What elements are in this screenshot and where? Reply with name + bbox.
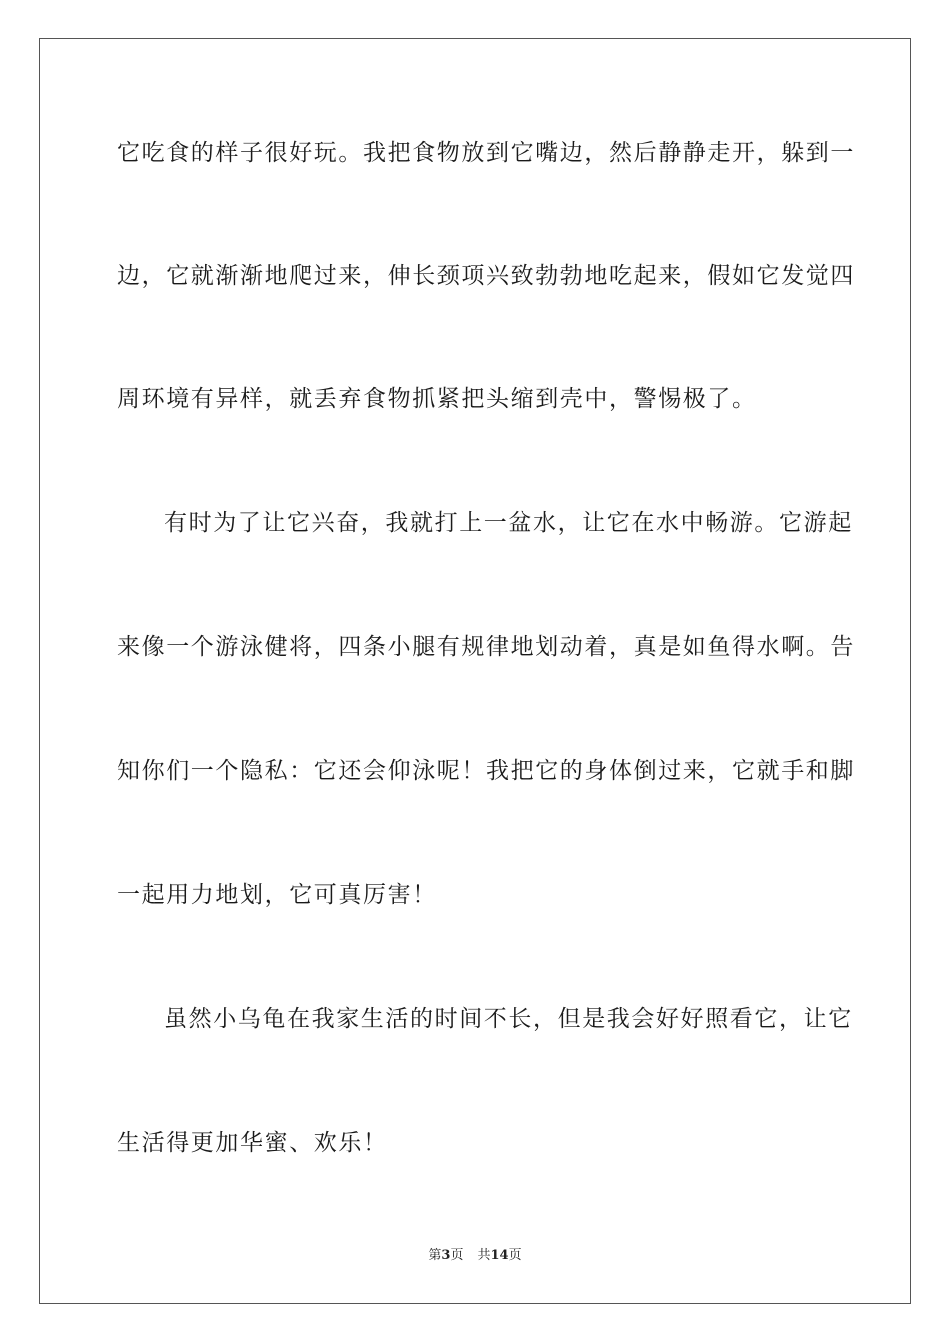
page-footer: [0, 1247, 950, 1265]
text-line-8: 虽然小乌龟在我家生活的时间不长，但是我会好好照看它，让它: [164, 1006, 853, 1032]
footer-total-prefix: 共: [477, 1248, 491, 1263]
footer-page-prefix: 第: [428, 1248, 442, 1263]
text-line-6: 知你们一个隐私：它还会仰泳呢！我把它的身体倒过来，它就手和脚: [117, 758, 855, 784]
text-line-9: 生活得更加华蜜、欢乐！: [117, 1130, 388, 1156]
text-line-1: 它吃食的样子很好玩。我把食物放到它嘴边，然后静静走开，躲到一: [117, 140, 855, 166]
text-line-4: 有时为了让它兴奋，我就打上一盆水，让它在水中畅游。它游起: [164, 510, 853, 536]
page-border: [39, 38, 911, 1304]
footer-total-pages: 14: [490, 1248, 509, 1263]
footer-page-suffix: 页: [450, 1248, 464, 1263]
text-line-7: 一起用力地划，它可真厉害！: [117, 882, 437, 908]
footer-total-suffix: 页: [508, 1248, 522, 1263]
footer-page-number: 3: [441, 1248, 451, 1263]
text-line-2: 边，它就渐渐地爬过来，伸长颈项兴致勃勃地吃起来，假如它发觉四: [117, 263, 855, 289]
text-line-3: 周环境有异样，就丢弃食物抓紧把头缩到壳中，警惕极了。: [117, 386, 757, 412]
text-line-5: 来像一个游泳健将，四条小腿有规律地划动着，真是如鱼得水啊。告: [117, 634, 855, 660]
